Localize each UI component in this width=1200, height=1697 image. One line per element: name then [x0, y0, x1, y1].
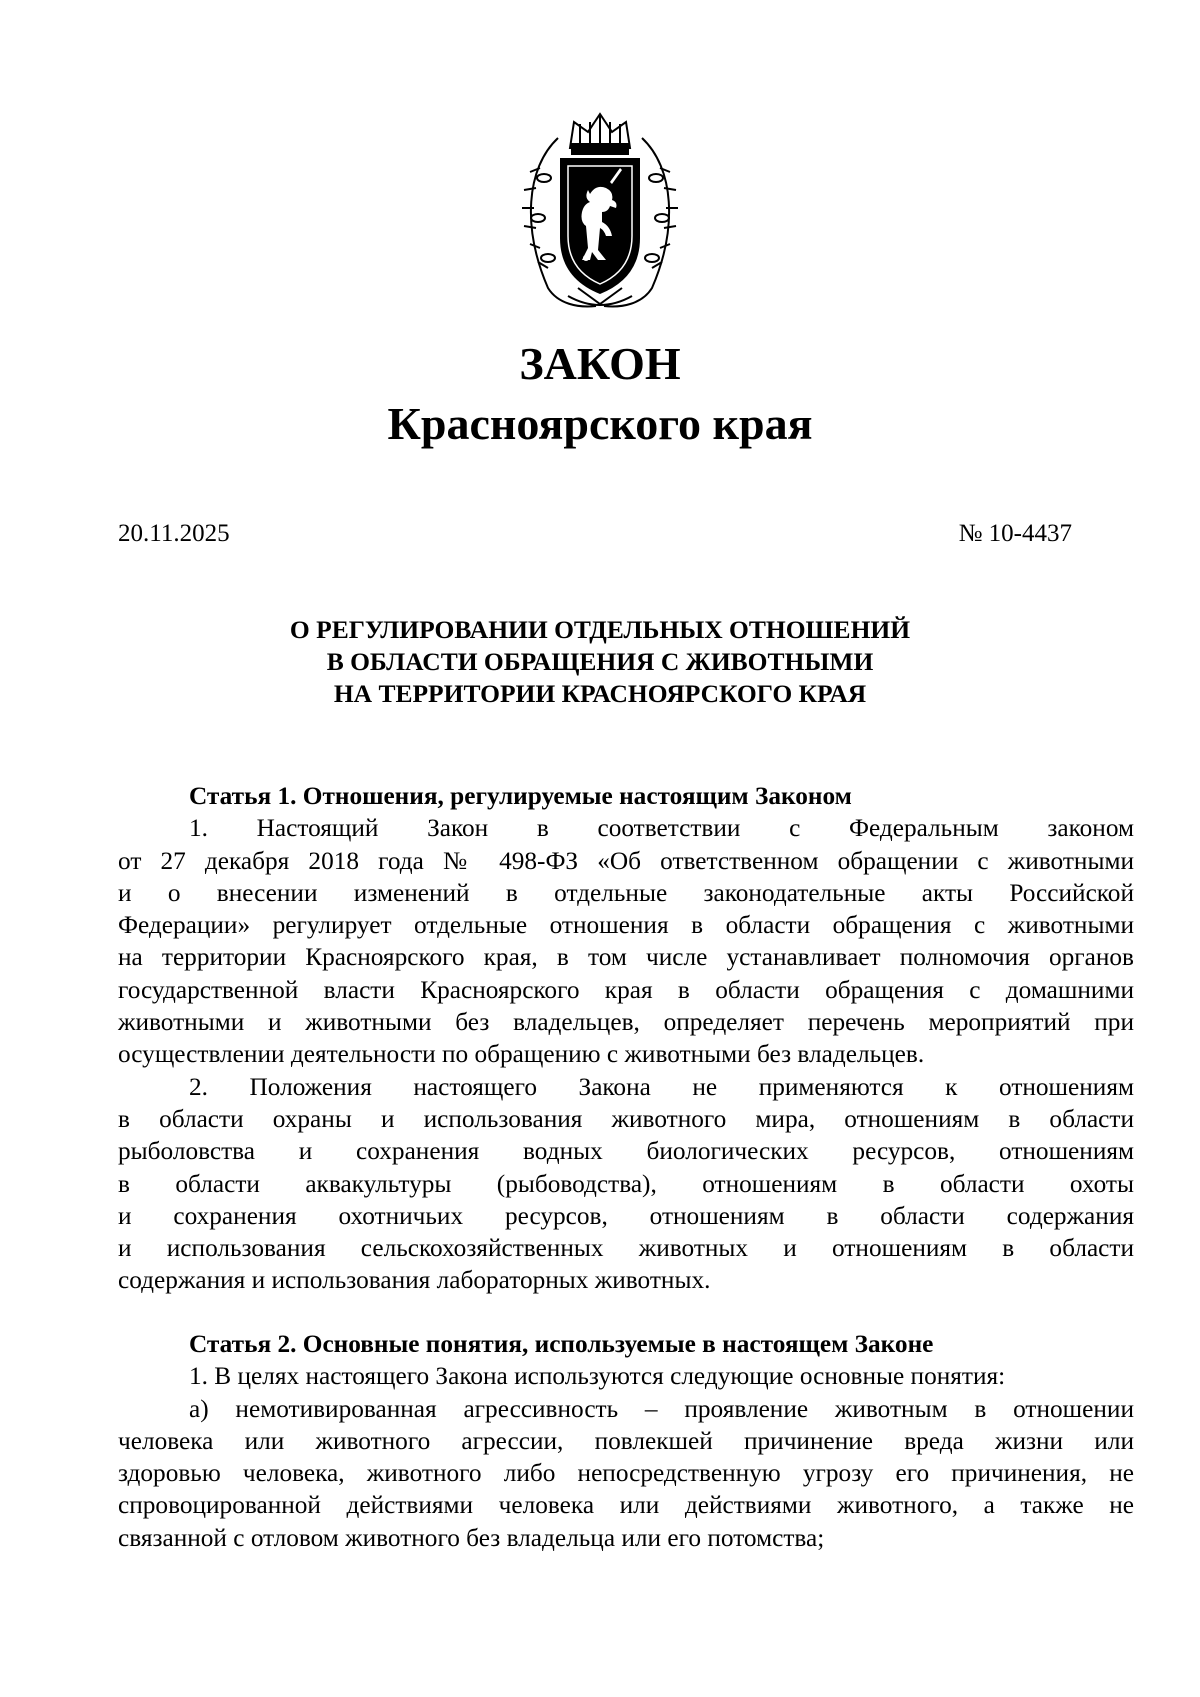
law-region: Красноярского края: [387, 398, 813, 449]
heading-line: НА ТЕРРИТОРИИ КРАСНОЯРСКОГО КРАЯ: [333, 679, 867, 708]
heading-line: О РЕГУЛИРОВАНИИ ОТДЕЛЬНЫХ ОТНОШЕНИЙ: [289, 615, 911, 644]
paragraph-line: человека или животного агрессии, повлекшей причинение вреда жизни или: [118, 1426, 1134, 1455]
paragraph-line: 1. Настоящий Закон в соответствии с Федеральным законом: [189, 814, 1134, 843]
paragraph-line: животными и животными без владельцев, определяет перечень мероприятий при: [118, 1008, 1134, 1037]
paragraph-line: осуществлении деятельности по обращению с животными без владельцев.: [118, 1040, 925, 1069]
law-number: № 10-4437: [958, 520, 1072, 547]
paragraph-line: в области аквакультуры (рыбоводства), отношениям в области охоты: [118, 1169, 1134, 1198]
paragraph-line: на территории Красноярского края, в том числе устанавливает полномочия органов: [118, 943, 1134, 972]
document-heading: [0, 614, 1200, 710]
paragraph-line: государственной власти Красноярского края в области обращения с домашними: [118, 975, 1134, 1004]
paragraph-line: и о внесении изменений в отдельные законодательные акты Российской: [118, 878, 1134, 907]
paragraph-line: 1. В целях настоящего Закона используются следующие основные понятия:: [189, 1362, 1006, 1391]
paragraph-line: здоровью человека, животного либо непосредственную угрозу его причинения, не: [118, 1459, 1134, 1488]
law-date: 20.11.2025: [118, 520, 230, 547]
coat-of-arms-emblem: [518, 108, 682, 314]
article-1: [118, 780, 1134, 1297]
article-2-title: Статья 2. Основные понятия, используемые в настоящем Законе: [189, 1330, 934, 1358]
paragraph-line: а) немотивированная агрессивность – проявление животным в отношении: [189, 1394, 1134, 1423]
paragraph-line: от 27 декабря 2018 года № 498-ФЗ «Об ответственном обращении с животными: [118, 846, 1134, 875]
paragraph-line: и сохранения охотничьих ресурсов, отношениям в области содержания: [118, 1201, 1134, 1230]
paragraph-line: в области охраны и использования животного мира, отношениям в области: [118, 1104, 1134, 1133]
paragraph-line: и использования сельскохозяйственных животных и отношениям в области: [118, 1234, 1134, 1263]
paragraph-line: рыболовства и сохранения водных биологических ресурсов, отношениям: [118, 1137, 1134, 1166]
paragraph-line: Федерации» регулирует отдельные отношения в области обращения с животными: [118, 911, 1134, 940]
article-1-title: Статья 1. Отношения, регулируемые настоящим Законом: [189, 782, 852, 810]
paragraph-line: 2. Положения настоящего Закона не применяются к отношениям: [189, 1072, 1134, 1101]
paragraph-line: связанной с отловом животного без владельца или его потомства;: [118, 1523, 825, 1552]
law-title: ЗАКОН: [519, 338, 681, 389]
heading-line: В ОБЛАСТИ ОБРАЩЕНИЯ С ЖИВОТНЫМИ: [326, 647, 874, 676]
article-2: [118, 1328, 1134, 1554]
paragraph-line: спровоцированной действиями человека или действиями животного, а также не: [118, 1491, 1134, 1520]
paragraph-line: содержания и использования лабораторных животных.: [118, 1266, 711, 1295]
